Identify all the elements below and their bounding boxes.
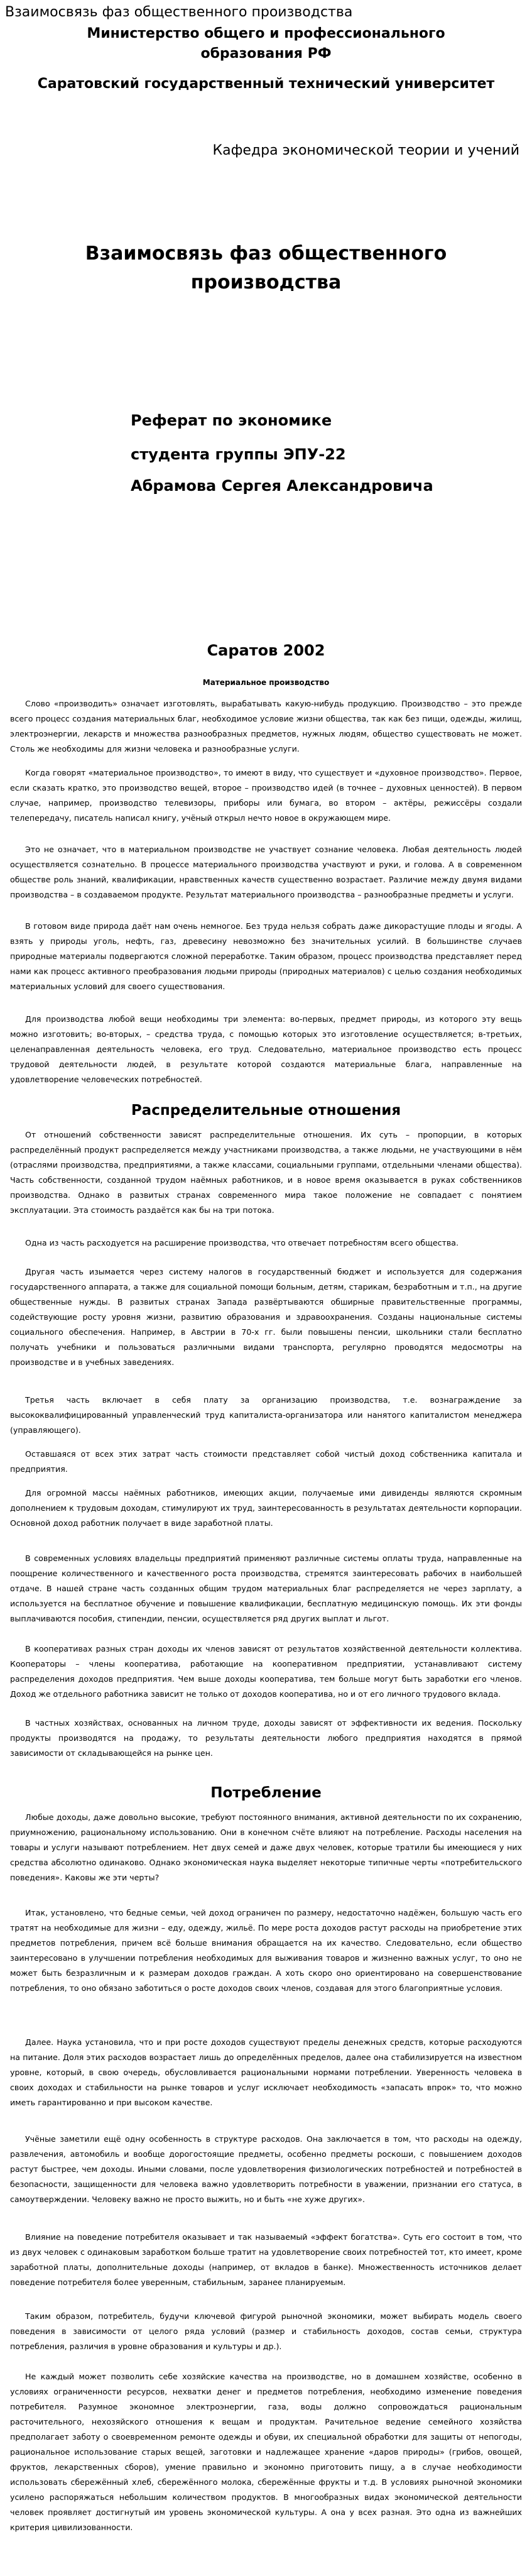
student-group: студента группы ЭПУ-22 bbox=[131, 446, 346, 463]
paragraph: Одна из часть расходуется на расширение производства, что отвечает потребностям всего общества. bbox=[25, 1238, 459, 1247]
paragraph: Третья часть включает в себя плату за организацию производства, т.е. вознаграждение за высококвалифицированный управленческий труд капиталиста-организатора или нанятого капиталистом менеджера (управляющего). bbox=[10, 1395, 522, 1435]
section-heading-consumption: Потребление bbox=[210, 1785, 322, 1801]
paragraph: В готовом виде природа даёт нам очень немногое. Без труда нельзя собрать даже дикорастущие плоды и ягоды. А взять у природы уголь, нефть, газ, древесину невозможно без значительных усилий. В большинстве случаев природные материалы подвергаются сложной переработке. Таким образом, процесс производства представляет перед нами как процесс активного преобразования людьми природы (природных материалов) с целью создания необходимых материальных условий для своего существования. bbox=[10, 921, 522, 991]
paragraph: Для огромной массы наёмных работников, имеющих акции, получаемые ими дивиденды являются скромным дополнением к трудовым доходам, стимулируют их труд, заинтересованность в результатах деятельности корпорации. Основной доход работник получает в виде заработной платы. bbox=[10, 1488, 522, 1528]
paragraph: Оставшаяся от всех этих затрат часть стоимости представляет собой чистый доход собственника капитала и предприятия. bbox=[10, 1449, 522, 1474]
paragraph: Итак, установлено, что бедные семьи, чей доход ограничен по размеру, недостаточно надёжен, большую часть его тратят на необходимые для жизни – еду, одежду, жильё. По мере роста доходов растут расходы на приобретение этих предметов потребления, причем всё больше внимания обращается на их качество. Следовательно, если общество заинтересовано в улучшении потребления необходимых для выживания товаров и жизненно важных услуг, то оно не может быть безразличным и к размерам доходов граждан. А хоть скоро оно ориентировано на совершенствование потребления, то оно обязано заботиться о росте доходов своих членов, создавая для этого благоприятные условия. bbox=[10, 1908, 522, 1993]
paragraph: Влияние на поведение потребителя оказывает и так называемый «эффект богатства». Суть его состоит в том, что из двух человек с одинаковым заработком больше тратит на удовлетворение своих потребностей тот, кто имеет, кроме заработной платы, дополнительные доходы (например, от вкладов в банке). Множественность источников делает поведение потребителя более уверенным, стабильным, заранее планируемым. bbox=[10, 2232, 522, 2287]
main-title-line-2: производства bbox=[190, 271, 342, 293]
city-year: Саратов 2002 bbox=[207, 642, 325, 659]
department-name: Кафедра экономической теории и учений bbox=[212, 143, 519, 158]
main-title-line-1: Взаимосвязь фаз общественного bbox=[85, 243, 447, 265]
paragraph: Учёные заметили ещё одну особенность в структуре расходов. Она заключается в том, что расходы на одежду, развлечения, автомобиль и вообще дорогостоящие предметы, особенно предметы роскоши, с повышением доходов растут быстрее, чем доходы. Иными словами, после удовлетворения физиологических потребностей и потребностей в безопасности, защищенности для человека важно удовлетворить потребности в уважении, признании его статуса, в самоутверждении. Человеку важно не просто выжить, но и быть «не хуже других». bbox=[10, 2134, 522, 2204]
ministry-line-2: образования РФ bbox=[200, 46, 332, 62]
report-type: Реферат по экономике bbox=[131, 412, 332, 429]
paragraph: В кооперативах разных стран доходы их членов зависят от результатов хозяйственной деятельности коллектива. Кооператоры – члены кооператива, работающие на кооперативном предприятии, устанавливают систему распределения доходов предприятия. Чем выше доходы кооператива, тем больше могут быть заработки его членов. Доход же отдельного работника зависит не только от доходов кооператива, но и от его личного трудового вклада. bbox=[10, 1644, 522, 1699]
paragraph: В современных условиях владельцы предприятий применяют различные системы оплаты труда, направленные на поощрение количественного и качественного роста производства, стремятся заинтересовать рабочих в наибольшей отдаче. В нашей стране часть созданных общим трудом материальных благ распределяется не через зарплату, а используется на бесплатное обучение и повышение квалификации, бесплатную медицинскую помощь. Их эти фонды выплачиваются пособия, стипендии, пенсии, осуществляется ряд других выплат и льгот. bbox=[10, 1554, 522, 1623]
paragraph: Другая часть изымается через систему налогов в государственный бюджет и используется для содержания государственного аппарата, а также для социальной помощи больным, детям, старикам, безработным и т.п., на другие общественные нужды. В развитых странах Запада развёртываются обширные правительственные программы, содействующие росту уровня жизни, развитию образования и здравоохранения. Созданы национальные системы социального обеспечения. Например, в Австрии в 70-х гг. были повышены пенсии, школьники стали бесплатно получать учебники и пользоваться различными видами транспорта, регулярно проводятся медосмотры на производстве и в учебных заведениях. bbox=[10, 1267, 522, 1367]
paragraph: Когда говорят «материальное производство», то имеют в виду, что существует и «духовное производство». Первое, если сказать кратко, это производство вещей, второе – производство идей (в точнее – духовных ценностей). В первом случае, например, производство телевизоры, приборы или бумага, во втором – актёры, режиссёры создали телепередачу, писатель написал книгу, учёный открыл нечто новое в окружающем мире. bbox=[10, 768, 522, 823]
ministry-line-1: Министерство общего и профессионального bbox=[87, 26, 445, 41]
paragraph: Это не означает, что в материальном производстве не участвует сознание человека. Любая деятельность людей осуществляется сознательно. В процессе материального производства участвуют и руки, и голова. А в современном обществе роль знаний, квалификации, нравственных качеств существенно возрастает. Различие между двумя видами производства – в создаваемом продукте. Результат материального производства – разнообразные предметы и услуги. bbox=[10, 845, 522, 899]
section-heading-material-production: Материальное производство bbox=[202, 678, 330, 687]
paragraph: Таким образом, потребитель, будучи ключевой фигурой рыночной экономики, может выбирать модель своего поведения в зависимости от целого ряда условий (размер и стабильность доходов, состав семьи, структура потребления, различия в уровне образования и культуры и др.). bbox=[10, 2311, 522, 2351]
document-title-bar: Взаимосвязь фаз общественного производства bbox=[5, 4, 353, 20]
paragraph: Слово «производить» означает изготовлять, вырабатывать какую-нибудь продукцию. Производство – это прежде всего процесс создания материальных благ, необходимое условие жизни общества, так как без пищи, одежды, жилищ, электроэнергии, лекарств и множества разнообразных предметов, нужных людям, общество существовать не может. Столь же необходимы для жизни человека и разнообразные услуги. bbox=[10, 699, 522, 754]
paragraph: Далее. Наука установила, что и при росте доходов существуют пределы денежных средств, которые расходуются на питание. Доля этих расходов возрастает лишь до определённых пределов, далее она стабилизируется на известном уровне, который, в свою очередь, обусловливается рациональными нормами потреблении. Уверенность человека в своих доходах и стабильности на рынке товаров и услуг исключает необходимость «запасать впрок» то, что можно иметь гарантированно и при высоком качестве. bbox=[10, 2037, 522, 2107]
paragraph: От отношений собственности зависят распределительные отношения. Их суть – пропорции, в которых распределённый продукт распределяется между участниками производства, а также людьми, не участвующими в нём (отраслями производства, предприятиями, а также классами, социальными группами, отдельными членами общества). Часть собственности, созданной трудом наёмных работников, и в новое время оказывается в руках собственников производства. Однако в развитых странах современного мира такое положение не совпадает с понятием эксплуатации. Эта стоимость раздаётся как бы на три потока. bbox=[10, 1130, 522, 1215]
paragraph: Любые доходы, даже довольно высокие, требуют постоянного внимания, активной деятельности по их сохранению, приумножению, рациональному использованию. Они в конечном счёте влияют на потребление. Расходы населения на товары и услуги называют потреблением. Нет двух семей и даже двух человек, которые тратили бы имеющиеся у них средства абсолютно одинаково. Однако экономическая наука выделяет некоторые типичные черты «потребительского поведения». Каковы же эти черты? bbox=[10, 1812, 522, 1882]
university-name: Саратовский государственный технический университет bbox=[37, 76, 495, 92]
paragraph: В частных хозяйствах, основанных на личном труде, доходы зависят от эффективности их ведения. Поскольку продукты производятся на продажу, то результаты деятельности любого предприятия находятся в прямой зависимости от складывающейся на рынке цен. bbox=[10, 1718, 522, 1758]
paragraph: Для производства любой вещи необходимы три элемента: во-первых, предмет природы, из которого эту вещь можно изготовить; во-вторых, – средства труда, с помощью которых это изготовление осуществляется; в-третьих, целенаправленная деятельность человека, его труд. Следовательно, материальное производство есть процесс трудовой деятельности людей, в результате которой создаются материальные блага, направленные на удовлетворение человеческих потребностей. bbox=[10, 1014, 522, 1084]
section-heading-distribution: Распределительные отношения bbox=[131, 1102, 401, 1119]
paragraph: Не каждый может позволить себе хозяйские качества на производстве, но в домашнем хозяйстве, особенно в условиях ограниченности ресурсов, нехватки денег и предметов потребления, необходимо изменение поведения потребителя. Разумное экономное электроэнергии, газа, воды должно сопровождаться рациональным расточительного, нехозяйского отношения к вещам и продуктам. Рачительное ведение семейного хозяйства предполагает заботу о своевременном ремонте одежды и обуви, их специальной обработки для защиты от непогоды, рациональное использование старых вещей, заготовки и надлежащее хранение «даров природы» (грибов, овощей, фруктов, лекарственных сборов), умение правильно и экономно приготовить пищу, а в случае необходимости использовать сбережённый хлеб, сбережённого молока, сбережённые фрукты и т.д. В условиях рыночной экономики усилено распоряжаться небольшим количеством продуктов. В многообразных видах экономической деятельности человек проявляет достигнутый им уровень экономической культуры. А она у всех разная. Это одна из важнейших критерия цивилизованности. bbox=[10, 2372, 522, 2532]
author-name: Абрамова Сергея Александровича bbox=[131, 477, 433, 495]
